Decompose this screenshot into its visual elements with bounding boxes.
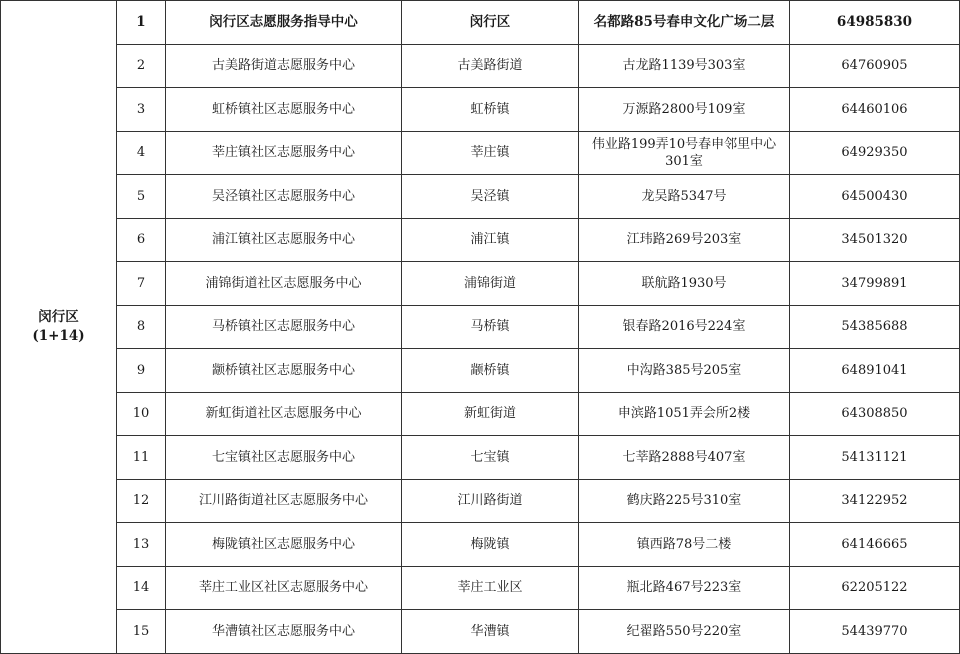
center-name: 浦锦街道社区志愿服务中心 xyxy=(166,262,402,306)
area-name: 七宝镇 xyxy=(402,436,579,480)
center-name: 江川路街道社区志愿服务中心 xyxy=(166,479,402,523)
phone-number: 64460106 xyxy=(790,88,960,132)
phone-number: 64891041 xyxy=(790,349,960,393)
area-name: 古美路街道 xyxy=(402,44,579,88)
row-number: 1 xyxy=(117,1,166,45)
address: 申滨路1051弄会所2楼 xyxy=(579,392,790,436)
center-name: 七宝镇社区志愿服务中心 xyxy=(166,436,402,480)
area-name: 新虹街道 xyxy=(402,392,579,436)
phone-number: 34122952 xyxy=(790,479,960,523)
phone-number: 54385688 xyxy=(790,305,960,349)
address: 鹤庆路225号310室 xyxy=(579,479,790,523)
phone-number: 64308850 xyxy=(790,392,960,436)
center-name: 华漕镇社区志愿服务中心 xyxy=(166,610,402,654)
address: 纪翟路550号220室 xyxy=(579,610,790,654)
phone-number: 34501320 xyxy=(790,218,960,262)
center-name: 莘庄工业区社区志愿服务中心 xyxy=(166,566,402,610)
center-name: 古美路街道志愿服务中心 xyxy=(166,44,402,88)
row-number: 5 xyxy=(117,175,166,219)
area-name: 莘庄工业区 xyxy=(402,566,579,610)
area-name: 华漕镇 xyxy=(402,610,579,654)
table-row xyxy=(1,88,960,132)
district-name: 闵行区 xyxy=(38,308,79,325)
row-number: 3 xyxy=(117,88,166,132)
row-number: 2 xyxy=(117,44,166,88)
center-name: 虹桥镇社区志愿服务中心 xyxy=(166,88,402,132)
row-number: 11 xyxy=(117,436,166,480)
center-name: 新虹街道社区志愿服务中心 xyxy=(166,392,402,436)
phone-number: 64760905 xyxy=(790,44,960,88)
row-number: 12 xyxy=(117,479,166,523)
phone-number: 34799891 xyxy=(790,262,960,306)
table-row xyxy=(1,349,960,393)
center-name: 梅陇镇社区志愿服务中心 xyxy=(166,523,402,567)
phone-number: 64985830 xyxy=(790,1,960,45)
address: 龙吴路5347号 xyxy=(579,175,790,219)
address: 镇西路78号二楼 xyxy=(579,523,790,567)
phone-number: 54439770 xyxy=(790,610,960,654)
table-row xyxy=(1,1,960,45)
row-number: 7 xyxy=(117,262,166,306)
table-row xyxy=(1,392,960,436)
row-number: 10 xyxy=(117,392,166,436)
table-row xyxy=(1,523,960,567)
address: 江玮路269号203室 xyxy=(579,218,790,262)
area-name: 马桥镇 xyxy=(402,305,579,349)
address: 伟业路199弄10号春申邻里中心301室 xyxy=(579,131,790,175)
center-name: 莘庄镇社区志愿服务中心 xyxy=(166,131,402,175)
area-name: 浦锦街道 xyxy=(402,262,579,306)
table-row xyxy=(1,175,960,219)
address: 瓶北路467号223室 xyxy=(579,566,790,610)
area-name: 吴泾镇 xyxy=(402,175,579,219)
phone-number: 62205122 xyxy=(790,566,960,610)
district-count: (1+14) xyxy=(32,327,85,344)
district-cell xyxy=(1,1,117,654)
address: 古龙路1139号303室 xyxy=(579,44,790,88)
area-name: 颛桥镇 xyxy=(402,349,579,393)
address: 七莘路2888号407室 xyxy=(579,436,790,480)
address: 名都路85号春申文化广场二层 xyxy=(579,1,790,45)
row-number: 15 xyxy=(117,610,166,654)
phone-number: 54131121 xyxy=(790,436,960,480)
center-name: 浦江镇社区志愿服务中心 xyxy=(166,218,402,262)
table-row xyxy=(1,436,960,480)
table-row xyxy=(1,479,960,523)
phone-number: 64146665 xyxy=(790,523,960,567)
area-name: 闵行区 xyxy=(402,1,579,45)
row-number: 13 xyxy=(117,523,166,567)
row-number: 9 xyxy=(117,349,166,393)
area-name: 梅陇镇 xyxy=(402,523,579,567)
row-number: 6 xyxy=(117,218,166,262)
address: 万源路2800号109室 xyxy=(579,88,790,132)
table-row xyxy=(1,305,960,349)
phone-number: 64929350 xyxy=(790,131,960,175)
center-name: 闵行区志愿服务指导中心 xyxy=(166,1,402,45)
area-name: 虹桥镇 xyxy=(402,88,579,132)
area-name: 江川路街道 xyxy=(402,479,579,523)
table-row xyxy=(1,566,960,610)
table-row xyxy=(1,262,960,306)
phone-number: 64500430 xyxy=(790,175,960,219)
table-row xyxy=(1,218,960,262)
area-name: 浦江镇 xyxy=(402,218,579,262)
address: 银春路2016号224室 xyxy=(579,305,790,349)
center-name: 颛桥镇社区志愿服务中心 xyxy=(166,349,402,393)
table-body xyxy=(1,1,960,654)
center-name: 吴泾镇社区志愿服务中心 xyxy=(166,175,402,219)
center-name: 马桥镇社区志愿服务中心 xyxy=(166,305,402,349)
address: 联航路1930号 xyxy=(579,262,790,306)
table-row xyxy=(1,44,960,88)
address: 中沟路385号205室 xyxy=(579,349,790,393)
row-number: 14 xyxy=(117,566,166,610)
table-row xyxy=(1,610,960,654)
row-number: 8 xyxy=(117,305,166,349)
area-name: 莘庄镇 xyxy=(402,131,579,175)
table-row xyxy=(1,131,960,175)
row-number: 4 xyxy=(117,131,166,175)
